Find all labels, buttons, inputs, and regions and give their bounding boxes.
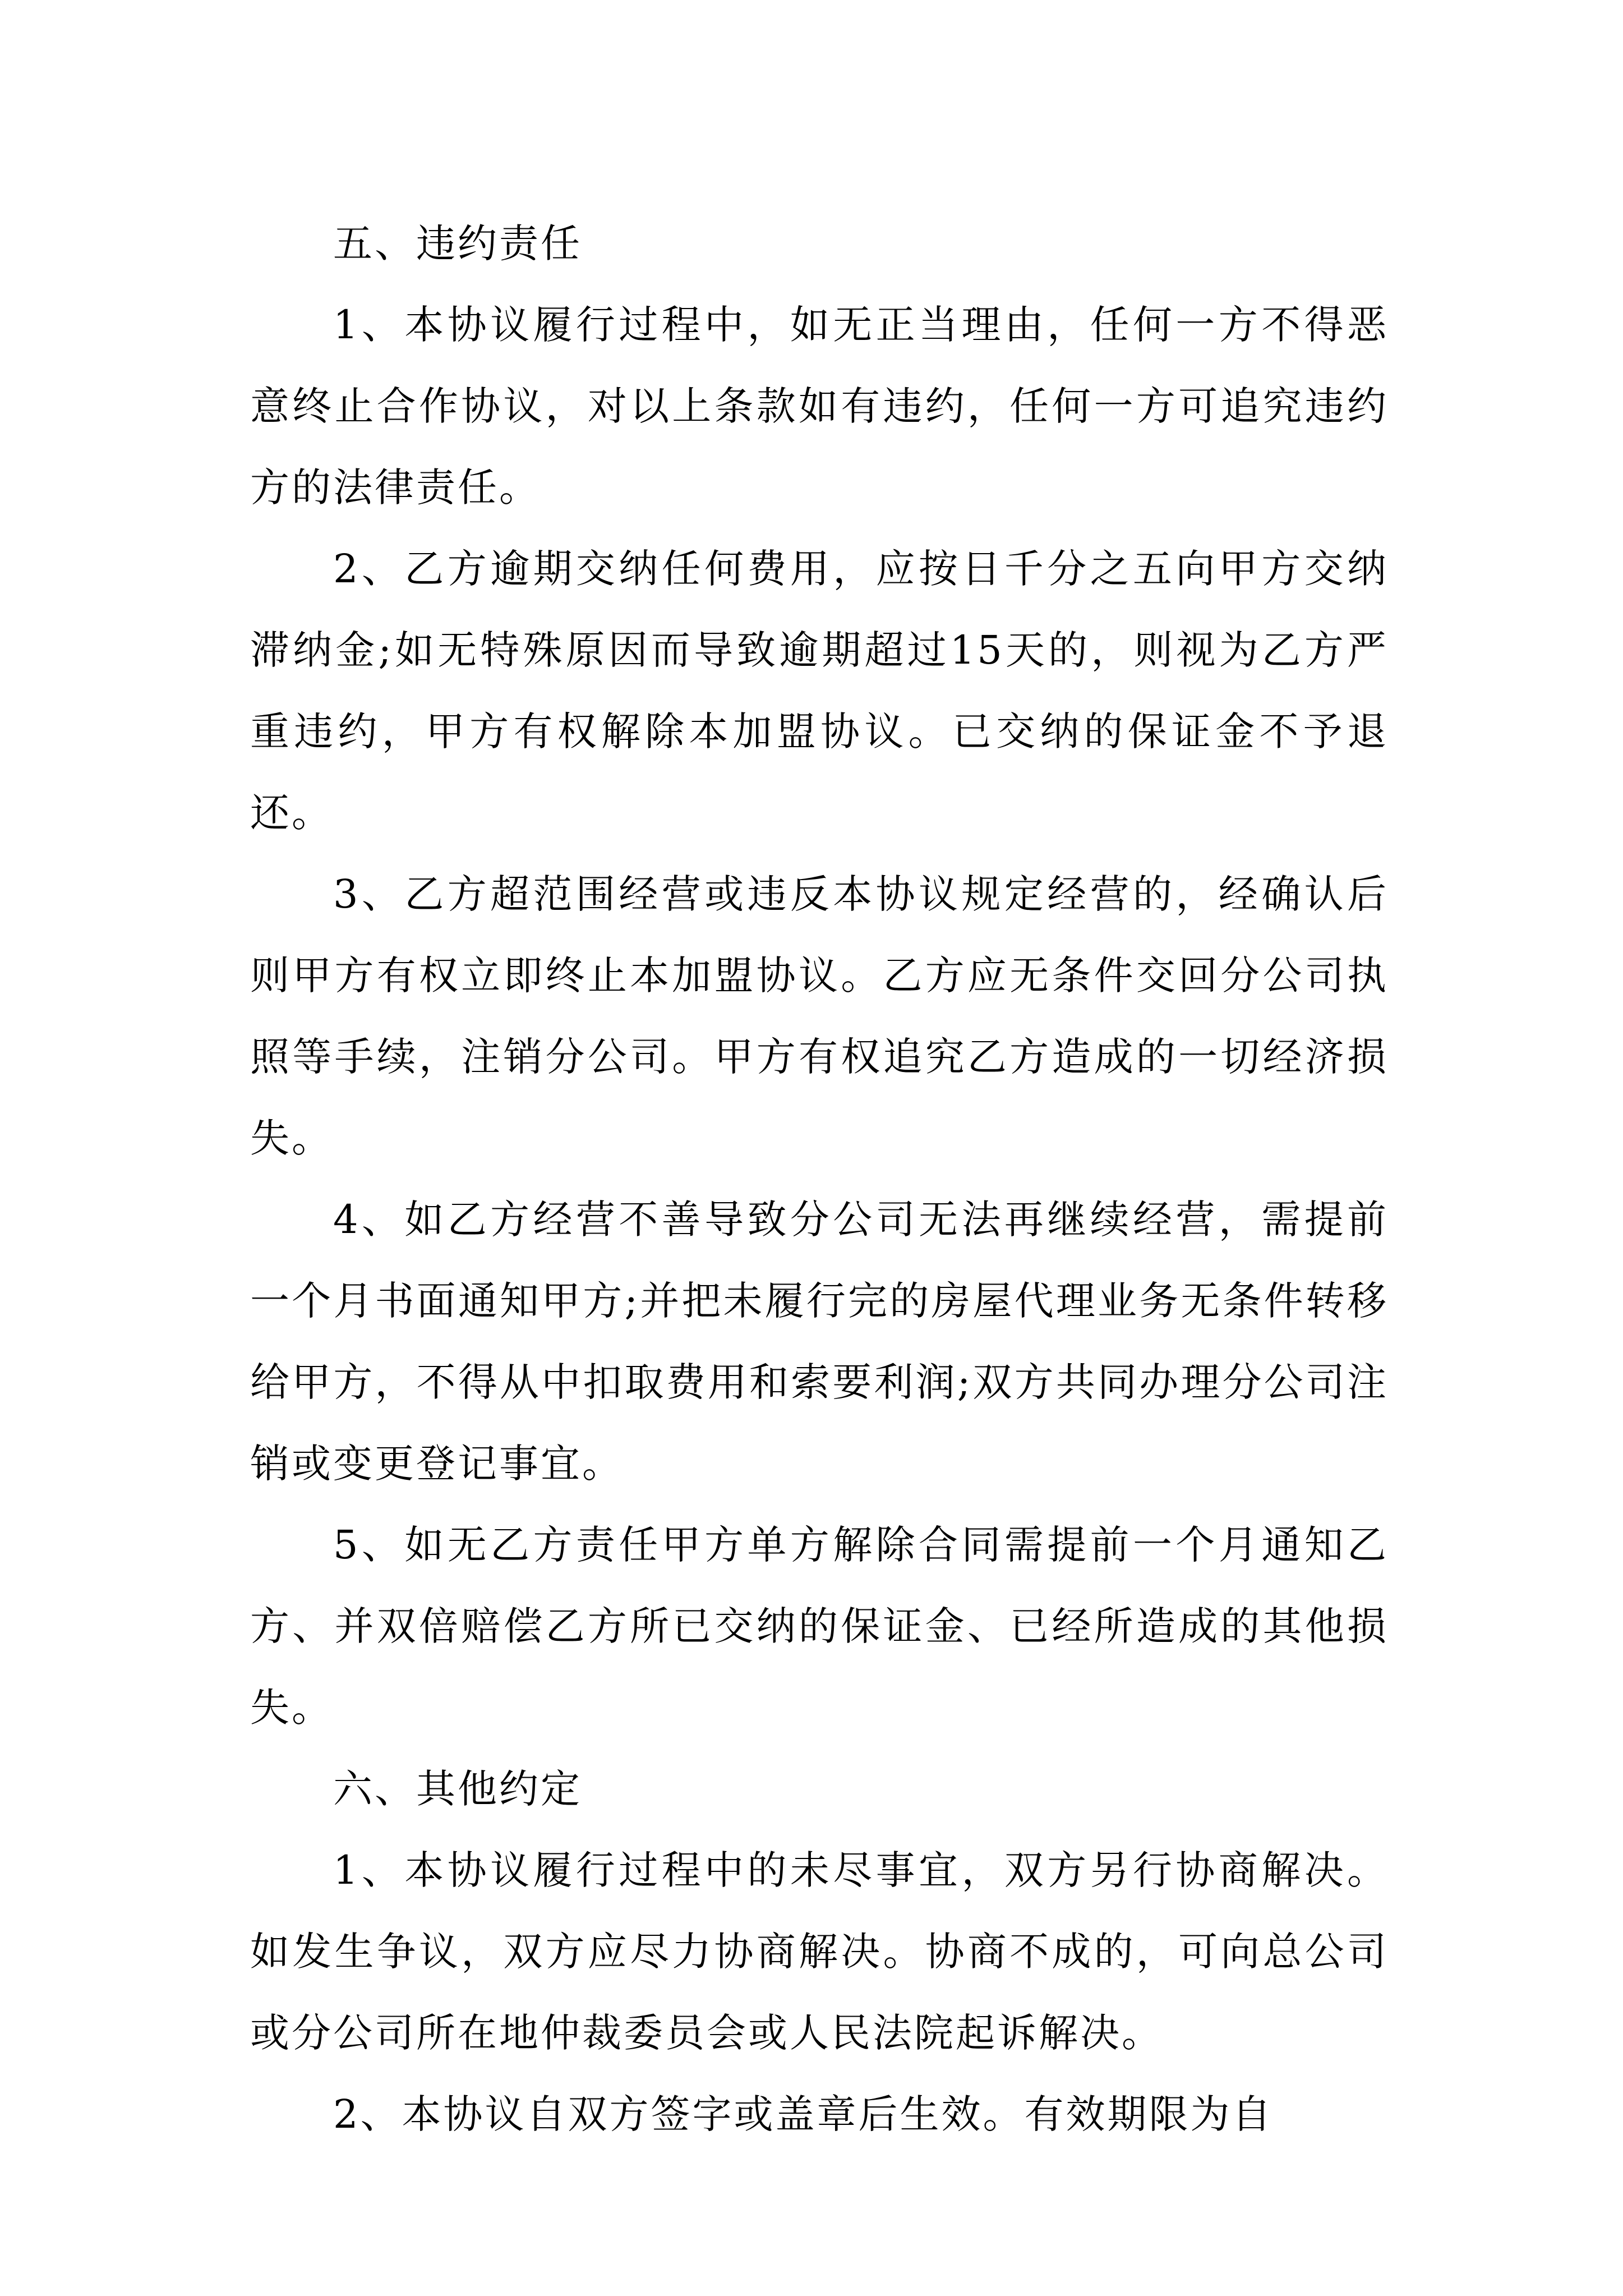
section-heading-other-terms: 六、其他约定 (333, 1766, 582, 1812)
clause-6-2: 2、本协议自双方签字或盖章后生效。有效期限为自 (333, 2091, 1274, 2137)
clause-5-2: 2、乙方逾期交纳任何费用，应按日千分之五向甲方交纳滞纳金;如无特殊原因而导致逾期超过15天的，则视为乙方严重违约，甲方有权解除本加盟协议。已交纳的保证金不予退还。 (250, 546, 1389, 836)
clause-5-5: 5、如无乙方责任甲方单方解除合同需提前一个月通知乙方、并双倍赔偿乙方所已交纳的保证金、已经所造成的其他损失。 (250, 1522, 1389, 1731)
clause-5-1: 1、本协议履行过程中，如无正当理由，任何一方不得恶意终止合作协议，对以上条款如有违约，任何一方可追究违约方的法律责任。 (250, 302, 1389, 510)
section-heading-breach-liability: 五、违约责任 (333, 220, 582, 266)
document-body (250, 203, 1389, 2155)
clause-5-4: 4、如乙方经营不善导致分公司无法再继续经营，需提前一个月书面通知甲方;并把未履行完的房屋代理业务无条件转移给甲方，不得从中扣取费用和索要利润;双方共同办理分公司注销或变更登记事宜。 (250, 1197, 1389, 1487)
clause-5-3: 3、乙方超范围经营或违反本协议规定经营的，经确认后则甲方有权立即终止本加盟协议。乙方应无条件交回分公司执照等手续，注销分公司。甲方有权追究乙方造成的一切经济损失。 (250, 871, 1389, 1161)
clause-6-1: 1、本协议履行过程中的未尽事宜，双方另行协商解决。如发生争议，双方应尽力协商解决。协商不成的，可向总公司或分公司所在地仲裁委员会或人民法院起诉解决。 (250, 1847, 1389, 2056)
